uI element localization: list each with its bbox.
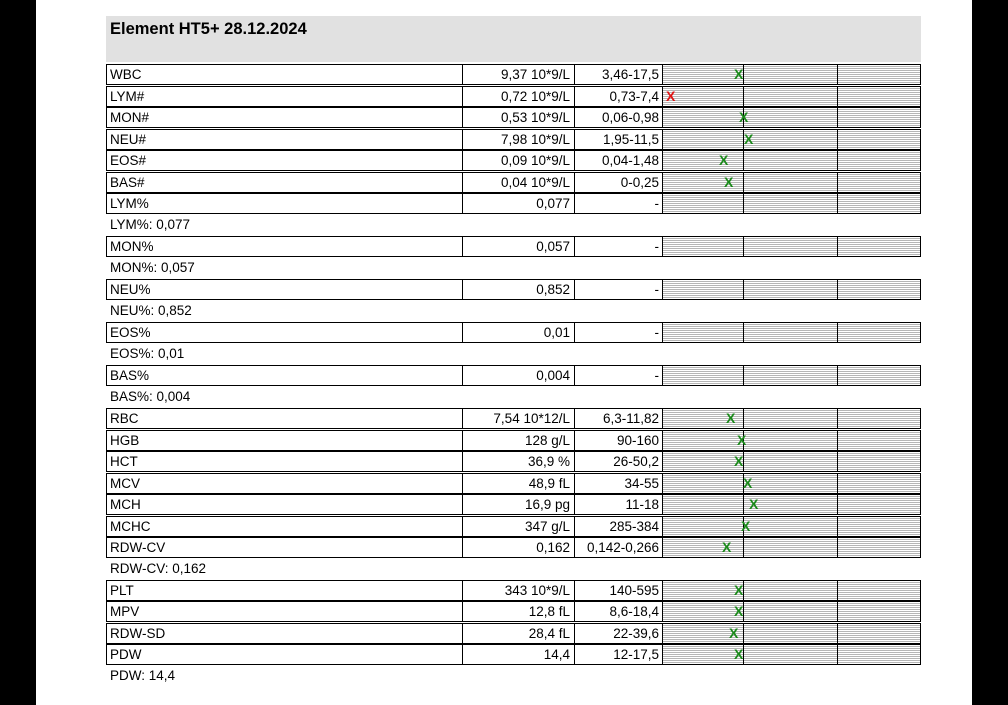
in-range-marker: X xyxy=(729,625,739,641)
indicator-low-column xyxy=(662,537,744,558)
indicator-low-column xyxy=(662,473,744,494)
parameter-name: MCV xyxy=(106,473,463,494)
result-value: 0,004 xyxy=(462,365,575,386)
in-range-marker: X xyxy=(726,410,736,426)
summary-note: PDW: 14,4 xyxy=(110,668,176,683)
reference-range: 0-0,25 xyxy=(574,172,663,193)
result-value: 16,9 pg xyxy=(462,494,575,515)
in-range-marker: X xyxy=(739,109,749,125)
table-row xyxy=(106,408,921,429)
document-title: Element HT5+ 28.12.2024 xyxy=(110,20,307,38)
in-range-marker: X xyxy=(737,432,747,448)
reference-range: 285-384 xyxy=(574,516,663,537)
result-value: 0,72 10*9/L xyxy=(462,86,575,107)
parameter-name: HCT xyxy=(106,451,463,472)
indicator-normal-column xyxy=(743,430,838,451)
table-row xyxy=(106,64,921,85)
in-range-marker: X xyxy=(741,518,751,534)
result-value: 0,04 10*9/L xyxy=(462,172,575,193)
reference-range: 12-17,5 xyxy=(574,644,663,665)
indicator-high-column xyxy=(837,644,921,665)
indicator-high-column xyxy=(837,516,921,537)
indicator-high-column xyxy=(837,64,921,85)
table-row xyxy=(106,193,921,214)
indicator-high-column xyxy=(837,322,921,343)
indicator-normal-column xyxy=(743,64,838,85)
parameter-name: MCH xyxy=(106,494,463,515)
reference-range: 0,142-0,266 xyxy=(574,537,663,558)
indicator-low-column xyxy=(662,451,744,472)
reference-range: 90-160 xyxy=(574,430,663,451)
indicator-low-column xyxy=(662,580,744,601)
reference-range: - xyxy=(574,193,663,214)
parameter-name: PLT xyxy=(106,580,463,601)
table-row xyxy=(106,623,921,644)
indicator-high-column xyxy=(837,129,921,150)
indicator-low-column xyxy=(662,150,744,171)
indicator-low-column xyxy=(662,279,744,300)
reference-range: 34-55 xyxy=(574,473,663,494)
indicator-high-column xyxy=(837,580,921,601)
parameter-name: RDW-CV xyxy=(106,537,463,558)
summary-note: EOS%: 0,01 xyxy=(110,346,185,361)
summary-note: NEU%: 0,852 xyxy=(110,303,192,318)
reference-range: 26-50,2 xyxy=(574,451,663,472)
in-range-marker: X xyxy=(734,646,744,662)
indicator-low-column xyxy=(662,644,744,665)
parameter-name: NEU% xyxy=(106,279,463,300)
table-row xyxy=(106,516,921,537)
parameter-name: RDW-SD xyxy=(106,623,463,644)
reference-range: - xyxy=(574,279,663,300)
reference-range: 0,73-7,4 xyxy=(574,86,663,107)
in-range-marker: X xyxy=(743,475,753,491)
parameter-name: EOS# xyxy=(106,150,463,171)
in-range-marker: X xyxy=(749,496,759,512)
summary-note: BAS%: 0,004 xyxy=(110,389,191,404)
indicator-normal-column xyxy=(743,86,838,107)
indicator-high-column xyxy=(837,172,921,193)
parameter-name: LYM% xyxy=(106,193,463,214)
reference-range: 11-18 xyxy=(574,494,663,515)
table-row xyxy=(106,473,921,494)
result-value: 9,37 10*9/L xyxy=(462,64,575,85)
reference-range: - xyxy=(574,322,663,343)
reference-range: - xyxy=(574,365,663,386)
indicator-low-column xyxy=(662,322,744,343)
indicator-low-column xyxy=(662,64,744,85)
result-value: 0,53 10*9/L xyxy=(462,107,575,128)
indicator-high-column xyxy=(837,193,921,214)
indicator-high-column xyxy=(837,236,921,257)
result-value: 0,162 xyxy=(462,537,575,558)
indicator-low-column xyxy=(662,193,744,214)
reference-range: 1,95-11,5 xyxy=(574,129,663,150)
in-range-marker: X xyxy=(734,453,744,469)
indicator-normal-column xyxy=(743,365,838,386)
result-value: 343 10*9/L xyxy=(462,580,575,601)
parameter-name: MPV xyxy=(106,601,463,622)
indicator-normal-column xyxy=(743,516,838,537)
indicator-low-column xyxy=(662,365,744,386)
indicator-normal-column xyxy=(743,408,838,429)
table-row xyxy=(106,172,921,193)
reference-range: 3,46-17,5 xyxy=(574,64,663,85)
indicator-high-column xyxy=(837,408,921,429)
result-value: 12,8 fL xyxy=(462,601,575,622)
indicator-normal-column xyxy=(743,322,838,343)
result-value: 347 g/L xyxy=(462,516,575,537)
table-row xyxy=(106,86,921,107)
indicator-high-column xyxy=(837,601,921,622)
result-value: 14,4 xyxy=(462,644,575,665)
indicator-normal-column xyxy=(743,623,838,644)
result-value: 48,9 fL xyxy=(462,473,575,494)
result-value: 0,01 xyxy=(462,322,575,343)
indicator-normal-column xyxy=(743,236,838,257)
parameter-name: MON# xyxy=(106,107,463,128)
parameter-name: BAS% xyxy=(106,365,463,386)
result-value: 0,09 10*9/L xyxy=(462,150,575,171)
in-range-marker: X xyxy=(722,539,732,555)
reference-range: 22-39,6 xyxy=(574,623,663,644)
parameter-name: PDW xyxy=(106,644,463,665)
parameter-name: MON% xyxy=(106,236,463,257)
table-row xyxy=(106,537,921,558)
out-of-range-marker: X xyxy=(666,88,676,104)
indicator-normal-column xyxy=(743,473,838,494)
indicator-low-column xyxy=(662,494,744,515)
in-range-marker: X xyxy=(719,152,729,168)
reference-range: - xyxy=(574,236,663,257)
parameter-name: MCHC xyxy=(106,516,463,537)
table-row xyxy=(106,236,921,257)
result-value: 0,077 xyxy=(462,193,575,214)
table-row xyxy=(106,322,921,343)
table-row xyxy=(106,601,921,622)
table-row xyxy=(106,129,921,150)
indicator-high-column xyxy=(837,107,921,128)
indicator-high-column xyxy=(837,494,921,515)
reference-range: 8,6-18,4 xyxy=(574,601,663,622)
indicator-high-column xyxy=(837,451,921,472)
indicator-normal-column xyxy=(743,129,838,150)
summary-note: MON%: 0,057 xyxy=(110,260,195,275)
in-range-marker: X xyxy=(734,582,744,598)
table-row xyxy=(106,107,921,128)
reference-range: 0,04-1,48 xyxy=(574,150,663,171)
parameter-name: BAS# xyxy=(106,172,463,193)
table-row xyxy=(106,430,921,451)
indicator-high-column xyxy=(837,279,921,300)
result-value: 128 g/L xyxy=(462,430,575,451)
parameter-name: LYM# xyxy=(106,86,463,107)
indicator-high-column xyxy=(837,623,921,644)
table-row xyxy=(106,365,921,386)
result-value: 0,852 xyxy=(462,279,575,300)
in-range-marker: X xyxy=(744,131,754,147)
indicator-high-column xyxy=(837,365,921,386)
in-range-marker: X xyxy=(734,603,744,619)
indicator-low-column xyxy=(662,516,744,537)
indicator-high-column xyxy=(837,86,921,107)
indicator-normal-column xyxy=(743,537,838,558)
table-row xyxy=(106,494,921,515)
result-value: 0,057 xyxy=(462,236,575,257)
indicator-normal-column xyxy=(743,601,838,622)
indicator-normal-column xyxy=(743,172,838,193)
indicator-high-column xyxy=(837,537,921,558)
document-page xyxy=(36,0,972,705)
indicator-normal-column xyxy=(743,279,838,300)
table-row xyxy=(106,580,921,601)
result-value: 7,54 10*12/L xyxy=(462,408,575,429)
title-block xyxy=(106,16,921,62)
table-row xyxy=(106,644,921,665)
parameter-name: RBC xyxy=(106,408,463,429)
in-range-marker: X xyxy=(734,66,744,82)
indicator-low-column xyxy=(662,129,744,150)
indicator-normal-column xyxy=(743,644,838,665)
in-range-marker: X xyxy=(724,174,734,190)
indicator-low-column xyxy=(662,601,744,622)
indicator-high-column xyxy=(837,430,921,451)
result-value: 28,4 fL xyxy=(462,623,575,644)
indicator-low-column xyxy=(662,107,744,128)
table-row xyxy=(106,279,921,300)
reference-range: 6,3-11,82 xyxy=(574,408,663,429)
result-value: 36,9 % xyxy=(462,451,575,472)
parameter-name: NEU# xyxy=(106,129,463,150)
table-row xyxy=(106,150,921,171)
indicator-high-column xyxy=(837,150,921,171)
table-row xyxy=(106,451,921,472)
indicator-normal-column xyxy=(743,193,838,214)
indicator-normal-column xyxy=(743,451,838,472)
result-value: 7,98 10*9/L xyxy=(462,129,575,150)
indicator-low-column xyxy=(662,236,744,257)
reference-range: 140-595 xyxy=(574,580,663,601)
summary-note: RDW-CV: 0,162 xyxy=(110,561,207,576)
parameter-name: EOS% xyxy=(106,322,463,343)
summary-note: LYM%: 0,077 xyxy=(110,217,191,232)
indicator-low-column xyxy=(662,430,747,451)
parameter-name: HGB xyxy=(106,430,463,451)
indicator-high-column xyxy=(837,473,921,494)
indicator-normal-column xyxy=(743,580,838,601)
indicator-normal-column xyxy=(743,150,838,171)
reference-range: 0,06-0,98 xyxy=(574,107,663,128)
margin-line xyxy=(0,375,35,376)
indicator-normal-column xyxy=(743,107,838,128)
parameter-name: WBC xyxy=(106,64,463,85)
